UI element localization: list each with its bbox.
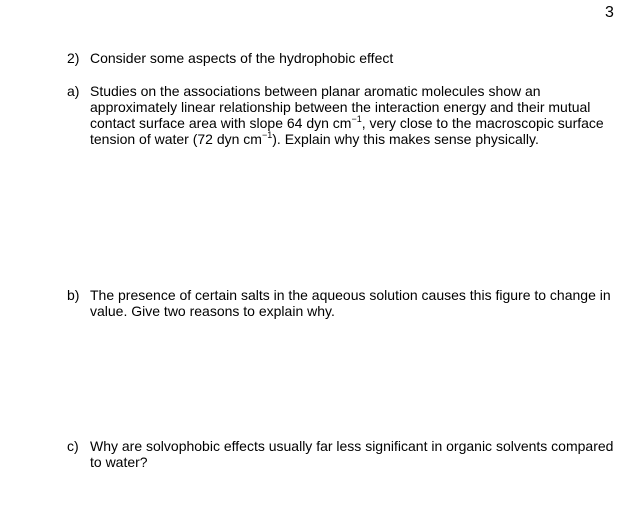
part-a-text — [90, 83, 620, 147]
part-c-label: c) — [67, 438, 79, 454]
question-heading — [67, 50, 393, 66]
part-b-label: b) — [67, 287, 80, 303]
part-a-label: a) — [67, 83, 80, 99]
part-a — [67, 83, 620, 147]
part-c — [67, 438, 620, 470]
part-a-exponent-2: −1 — [261, 130, 273, 140]
part-b-text: The presence of certain salts in the aqueous solution causes this figure to change in value. Give two reasons to explain why. — [90, 287, 611, 319]
question-title: Consider some aspects of the hydrophobic effect — [90, 50, 394, 66]
part-a-exponent-1: −1 — [351, 114, 362, 124]
part-b — [67, 287, 620, 319]
part-a-text-3: ). Explain why this makes sense physically. — [272, 131, 539, 147]
part-a-text-1: Studies on the associations between planar aromatic molecules show an approximately linear relationship between the interaction energy and their mutual contact surface area with slope 64 dyn cm — [90, 83, 591, 131]
part-c-text: Why are solvophobic effects usually far less significant in organic solvents compared to water? — [90, 438, 614, 470]
question-number: 2) — [67, 50, 80, 66]
page-number: 3 — [605, 4, 614, 21]
part-a-text-2: , very close to the macroscopic surface tension of water (72 dyn cm — [90, 115, 604, 147]
